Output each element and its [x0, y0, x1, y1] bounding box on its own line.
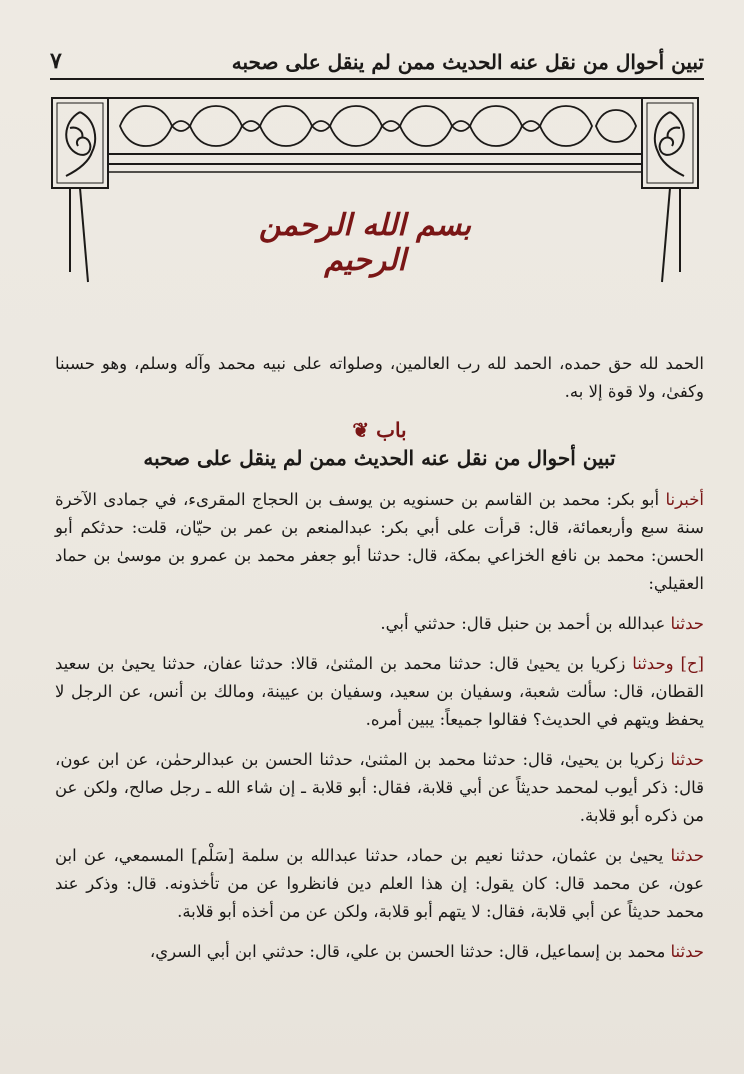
hadith-paragraph [55, 842, 704, 926]
basmala-calligraphy: بسم الله الرحمن الرحيم [258, 208, 472, 278]
paragraph-lead: حدثنا [670, 942, 704, 961]
paragraph-lead: حدثنا [670, 750, 704, 769]
fleuron-icon: ❦ [352, 418, 370, 442]
paragraph-text: محمد بن إسماعيل، قال: حدثنا الحسن بن علي، قال: حدثني ابن أبي السري، [149, 942, 671, 961]
chapter-label [55, 416, 704, 444]
paragraph-lead: أخبرنا [665, 490, 704, 509]
header-rule [50, 78, 704, 80]
paragraph-text: أبو بكر: محمد بن القاسم بن حسنويه بن يوسف بن الحجاج المقرىء، في جمادى الآخرة سنة سبع وأربعمائة، قال: قرأت على أبي بكر: عبدالمنعم بن عمر بن حيّان، قلت: حدثكم أبو الحسن: محمد بن نافع الخزاعي بمكة، قال: حدثنا أبو جعفر محمد بن عمرو بن موسىٰ بن حماد العقيلي: [55, 490, 704, 593]
paragraph-text: زكريا بن يحيىٰ، قال: حدثنا محمد بن المثنىٰ، حدثنا الحسن بن عبدالرحمٰن، عن ابن عون، قال: ذكر أيوب لمحمد حديثاً عن أبي قلابة، فقال: أبو قلابة ـ إن شاء الله ـ رجل صالح، ولكن عن من ذكره أبو قلابة. [55, 750, 704, 825]
hadith-paragraph [55, 746, 704, 830]
chapter-label-text: باب [376, 418, 407, 442]
hadith-paragraph [55, 650, 704, 734]
page-number: ٧ [50, 48, 62, 74]
paragraph-text: يحيىٰ بن عثمان، حدثنا نعيم بن حماد، حدثنا عبدالله بن سلمة [سَلْم] المسمعي، عن ابن عون، عن محمد قال: كان يقول: إن هذا العلم دين فانظروا عن من تأخذونه. قال: وذكر عند محمد حديثاً عن أبي قلابة، فقال: لا يتهم أبو قلابة، ولكن عن من أخذه أبو قلابة. [55, 846, 704, 921]
intro-paragraph: الحمد لله حق حمده، الحمد لله رب العالمين، وصلواته على نبيه محمد وآله وسلم، وهو حسبنا وكفىٰ، ولا قوة إلا به. [55, 354, 704, 401]
chapter-title: تبين أحوال من نقل عنه الحديث ممن لم ينقل على صحبه [143, 446, 616, 470]
running-header [50, 38, 704, 74]
paragraph-lead: حدثنا [670, 846, 704, 865]
running-title: تبين أحوال من نقل عنه الحديث ممن لم ينقل على صحبه [231, 50, 704, 74]
hadith-paragraph [55, 486, 704, 598]
paragraph-lead: [ح] وحدثنا [632, 654, 704, 673]
page-body [55, 350, 704, 978]
paragraph-text: زكريا بن يحيىٰ قال: حدثنا محمد بن المثنىٰ، قالا: حدثنا عفان، حدثنا يحيىٰ بن سعيد القطان، قال: سألت شعبة، وسفيان بن سعيد، وسفيان بن عيينة، ومالك بن أنس، عن الرجل لا يحفظ ويتهم في الحديث؟ فقالوا جميعاً: يبين أمره. [55, 654, 704, 729]
paragraph-lead: حدثنا [670, 614, 704, 633]
paragraph-text: عبدالله بن أحمد بن حنبل قال: حدثني أبي. [380, 614, 671, 633]
hadith-paragraph [55, 938, 704, 966]
hadith-paragraph [55, 610, 704, 638]
